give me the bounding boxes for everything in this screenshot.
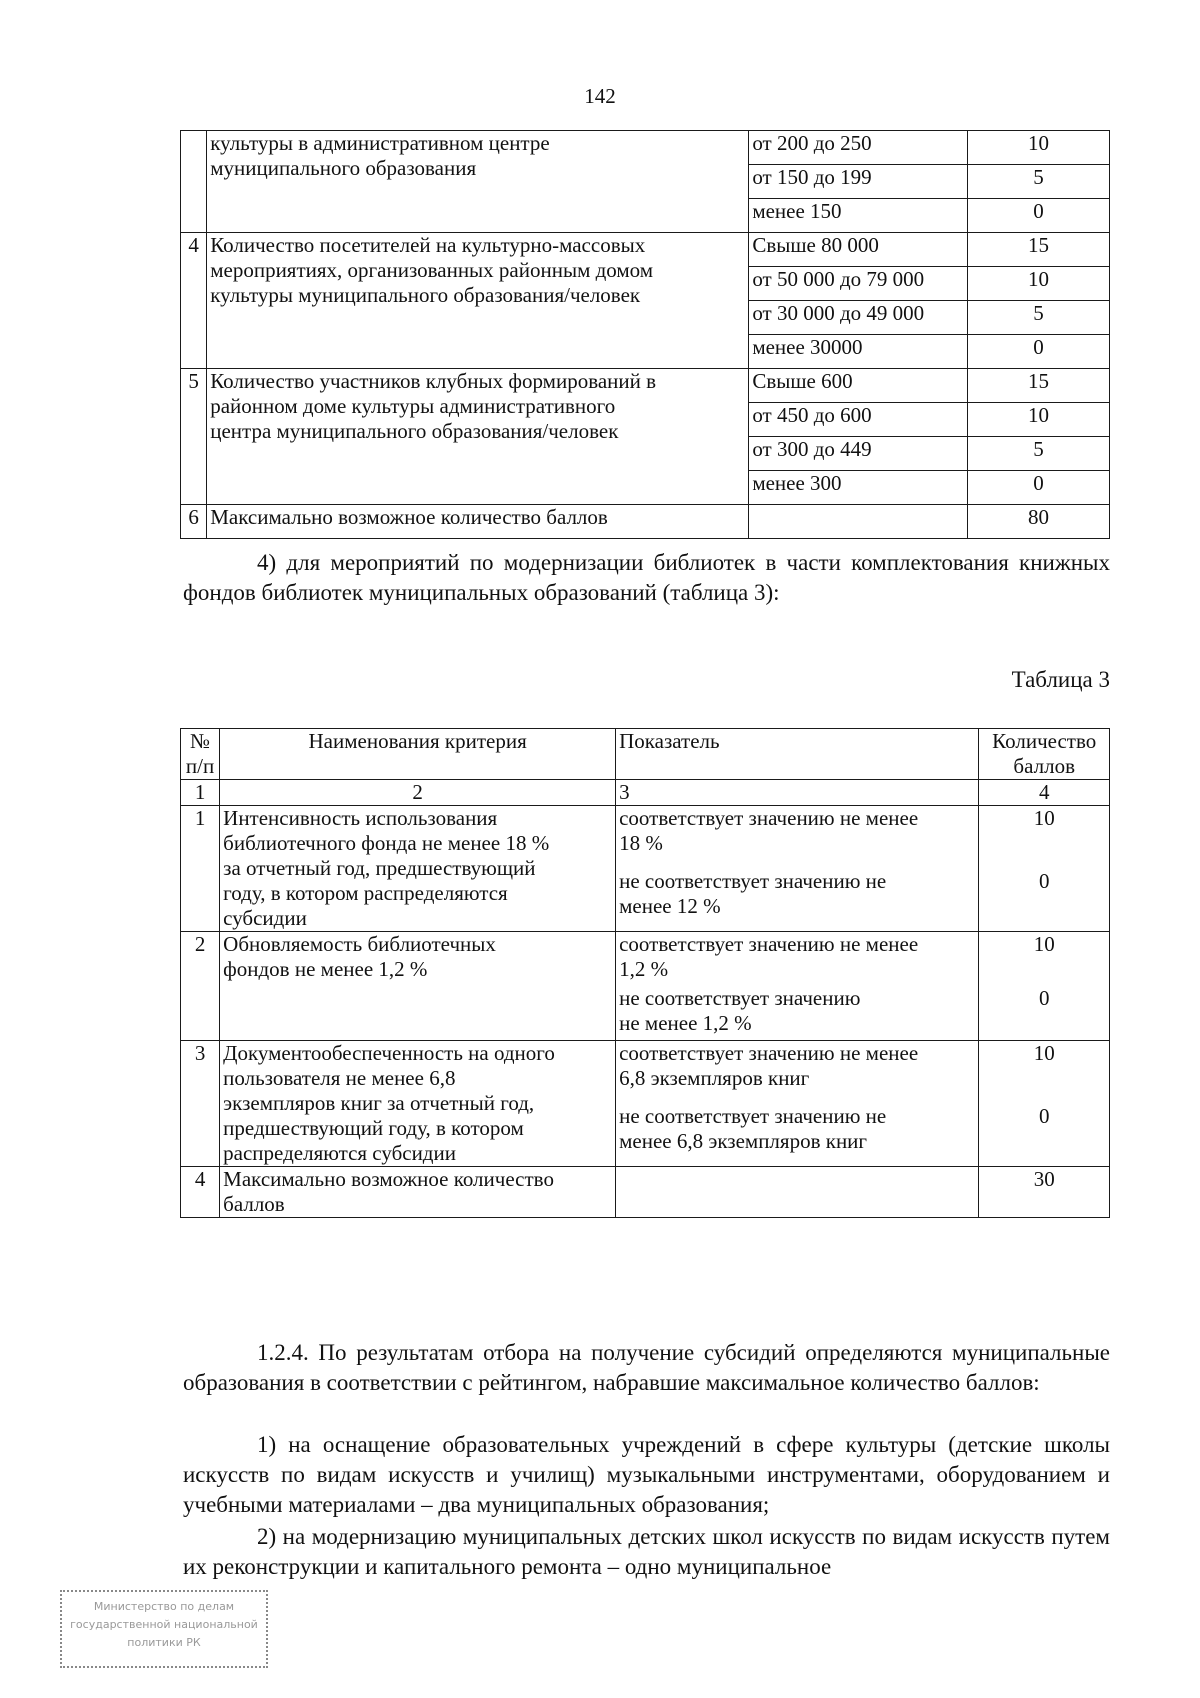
points-cell: 10	[967, 131, 1109, 165]
points-cell: 0	[967, 335, 1109, 369]
indicator-cell	[616, 986, 979, 1041]
criterion-cell-line: библиотечного фонда не менее 18 %	[223, 831, 550, 855]
criterion-cell-line: баллов	[223, 1192, 285, 1216]
criterion-cell-line: районном доме культуры административного	[210, 394, 616, 418]
header-points	[979, 729, 1110, 780]
points-cell: 0	[967, 199, 1109, 233]
criterion-cell	[207, 233, 749, 369]
indicator-cell: от 30 000 до 49 000	[749, 301, 968, 335]
indicator-cell-line: соответствует значению не менее	[619, 1041, 919, 1065]
header-points-line: баллов	[1013, 754, 1075, 778]
column-number: 3	[616, 780, 979, 806]
table-row	[181, 806, 1110, 869]
indicator-cell-empty	[616, 1167, 979, 1218]
indicator-cell	[616, 1041, 979, 1104]
criterion-cell	[220, 1041, 616, 1167]
indicator-cell-line: не соответствует значению не	[619, 1103, 887, 1128]
indicator-cell-line: не менее 1,2 %	[619, 1011, 752, 1035]
points-cell: 5	[967, 165, 1109, 199]
indicator-cell-line: не соответствует значению	[619, 986, 861, 1010]
criteria-table-continued	[180, 130, 1110, 539]
row-number: 5	[181, 369, 207, 505]
stamp-line: политики РК	[127, 1636, 201, 1649]
criterion-cell-line: за отчетный год, предшествующий	[223, 856, 536, 880]
indicator-cell-line: соответствует значению не менее	[619, 932, 919, 956]
header-points-line: Количество	[992, 729, 1097, 753]
row-number: 1	[181, 806, 220, 932]
indicator-cell-empty	[749, 505, 968, 539]
indicator-cell-line: не соответствует значению не	[619, 868, 887, 893]
criterion-cell-line: мероприятиях, организованных районным домом	[210, 258, 654, 282]
criterion-cell	[220, 1167, 616, 1218]
header-num	[181, 729, 220, 780]
indicator-cell-line: менее 6,8 экземпляров книг	[619, 1128, 868, 1153]
points-cell: 10	[967, 403, 1109, 437]
indicator-cell: от 200 до 250	[749, 131, 968, 165]
points-cell: 15	[967, 369, 1109, 403]
total-row	[181, 505, 1110, 539]
indicator-cell: от 450 до 600	[749, 403, 968, 437]
criterion-cell-line: Количество посетителей на культурно-массовых	[210, 233, 646, 257]
table3-caption: Таблица 3	[1011, 667, 1110, 692]
column-number: 1	[181, 780, 220, 806]
indicator-cell	[616, 1104, 979, 1167]
criterion-cell-line: Количество участников клубных формирований в	[210, 369, 657, 393]
indicator-cell: Свыше 600	[749, 369, 968, 403]
row-number: 4	[181, 1167, 220, 1218]
total-row	[181, 1167, 1110, 1218]
paragraph-item-1: 1) на оснащение образовательных учреждений в сфере культуры (детские школы искусств по видам искусств и училищ) музыкальными инструментами, оборудованием и учебными материалами – два муниципальных образования;	[183, 1432, 1110, 1517]
indicator-cell	[616, 932, 979, 987]
page-number: 142	[584, 84, 616, 108]
criterion-cell	[207, 131, 749, 233]
points-cell: 10	[967, 267, 1109, 301]
criterion-cell-line: пользователя не менее 6,8	[223, 1066, 456, 1090]
indicator-cell: от 300 до 449	[749, 437, 968, 471]
criterion-cell-line: субсидии	[223, 906, 307, 930]
criterion-cell-line: Документообеспеченность на одного	[223, 1041, 555, 1065]
header-row	[181, 729, 1110, 780]
criterion-cell-line: экземпляров книг за отчетный год,	[223, 1091, 535, 1115]
points-cell: 80	[967, 505, 1109, 539]
header-indicator: Показатель	[616, 729, 979, 780]
stamp-line: Министерство по делам	[93, 1600, 235, 1613]
table-row	[181, 131, 1110, 165]
indicator-cell: от 150 до 199	[749, 165, 968, 199]
criterion-cell-line: культуры в административном центре	[210, 131, 550, 155]
table-row	[181, 233, 1110, 267]
points-cell: 0	[979, 986, 1110, 1041]
table-row	[181, 1041, 1110, 1104]
criterion-cell-line: Интенсивность использования	[223, 806, 498, 830]
points-cell: 0	[979, 869, 1110, 932]
indicator-cell: менее 150	[749, 199, 968, 233]
column-number: 2	[220, 780, 616, 806]
row-number: 2	[181, 932, 220, 1041]
row-number: 4	[181, 233, 207, 369]
indicator-cell: менее 300	[749, 471, 968, 505]
indicator-cell-line: соответствует значению не менее	[619, 806, 919, 830]
row-number: 3	[181, 1041, 220, 1167]
indicator-cell	[616, 869, 979, 932]
criterion-cell	[220, 932, 616, 1041]
criterion-cell-line: предшествующий году, в котором	[223, 1116, 524, 1140]
criterion-cell-line: распределяются субсидии	[223, 1141, 456, 1165]
row-number: 6	[181, 505, 207, 539]
criterion-cell-line: центра муниципального образования/человек	[210, 419, 619, 443]
criterion-cell	[220, 806, 616, 932]
column-number: 4	[979, 780, 1110, 806]
indicator-cell-line: 18 %	[619, 831, 663, 855]
intro-paragraph: 4) для мероприятий по модернизации библиотек в части комплектования книжных фондов библиотек муниципальных образований (таблица 3):	[183, 550, 1110, 605]
points-cell: 5	[967, 437, 1109, 471]
points-cell: 5	[967, 301, 1109, 335]
indicator-cell-line: 6,8 экземпляров книг	[619, 1066, 810, 1090]
column-number-row	[181, 780, 1110, 806]
paragraph-1-2-4: 1.2.4. По результатам отбора на получение субсидий определяются муниципальные образования в соответствии с рейтингом, набравшие максимальное количество баллов:	[183, 1340, 1110, 1395]
criterion-cell-line: муниципального образования	[210, 156, 477, 180]
criterion-cell-line: Максимально возможное количество	[223, 1167, 554, 1191]
row-number	[181, 131, 207, 233]
header-num-line: №	[190, 729, 211, 753]
criterion-cell-line: фондов не менее 1,2 %	[223, 957, 428, 981]
criterion-cell-line: Обновляемость библиотечных	[223, 932, 496, 956]
indicator-cell: Свыше 80 000	[749, 233, 968, 267]
points-cell: 0	[967, 471, 1109, 505]
criterion-cell: Максимально возможное количество баллов	[207, 505, 749, 539]
indicator-cell-line: 1,2 %	[619, 957, 669, 981]
indicator-cell: менее 30000	[749, 335, 968, 369]
table-row	[181, 369, 1110, 403]
criterion-cell-line: культуры муниципального образования/человек	[210, 283, 641, 307]
stamp-line: государственной национальной	[70, 1618, 258, 1631]
table-row	[181, 932, 1110, 987]
points-cell: 15	[967, 233, 1109, 267]
points-cell: 0	[979, 1104, 1110, 1167]
indicator-cell	[616, 806, 979, 869]
registration-stamp	[60, 1590, 268, 1668]
header-criterion: Наименования критерия	[220, 729, 616, 780]
table-3	[180, 728, 1110, 1218]
indicator-cell-line: менее 12 %	[619, 893, 721, 918]
criterion-cell	[207, 369, 749, 505]
points-cell: 10	[979, 932, 1110, 987]
points-cell: 30	[979, 1167, 1110, 1218]
header-num-line: п/п	[185, 754, 215, 778]
paragraph-item-2: 2) на модернизацию муниципальных детских школ искусств по видам искусств путем их реконструкции и капитального ремонта – одно муниципальное	[183, 1524, 1110, 1579]
criterion-cell-line: году, в котором распределяются	[223, 881, 508, 905]
indicator-cell: от 50 000 до 79 000	[749, 267, 968, 301]
points-cell: 10	[979, 1041, 1110, 1104]
points-cell: 10	[979, 806, 1110, 869]
